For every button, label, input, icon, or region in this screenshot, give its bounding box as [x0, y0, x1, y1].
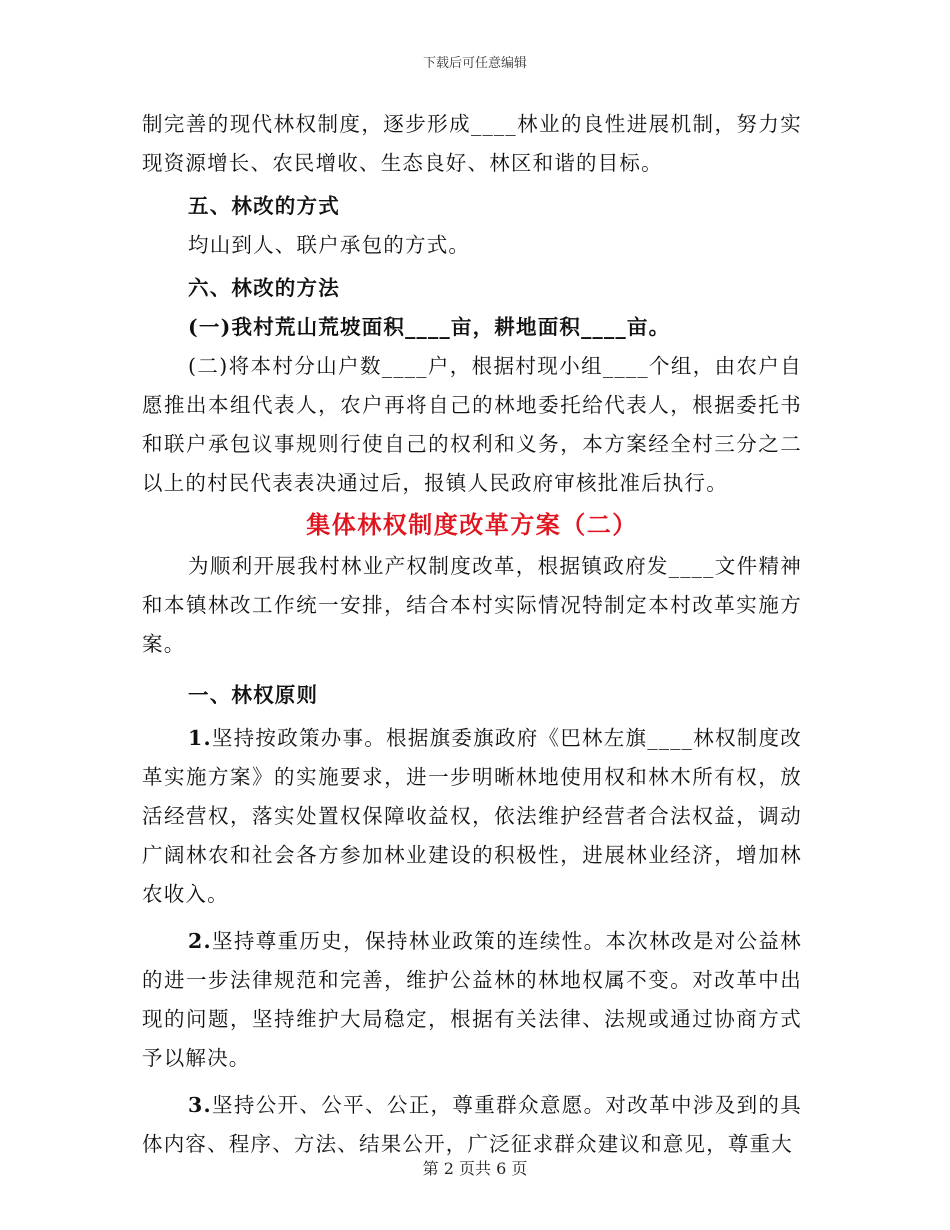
item-text: 坚持按政策办事。根据旗委旗政府《巴林左旗____林权制度改革实施方案》的实施要求，进一步明晰林地使用权和林木所有权，放活经营权，落实处置权保障收益权，依法维护经营者合法权益，调动广阔林农和社会各方参加林业建设的积极性，进展林业经济，增加林农收入。	[142, 726, 802, 906]
principle-item-1	[142, 719, 802, 914]
section-heading-6: 六、林改的方法	[188, 276, 340, 300]
paragraph-continuation: 制完善的现代林权制度，逐步形成____林业的良性进展机制，努力实现资源增长、农民增收、生态良好、林区和谐的目标。	[142, 112, 802, 175]
item-number: 2.	[188, 929, 212, 953]
principle-item-3	[142, 1086, 802, 1164]
paragraph-area: (一)我村荒山荒坡面积____亩，耕地面积____亩。	[188, 315, 671, 339]
page-header: 下载后可任意编辑	[422, 56, 527, 71]
item-number: 3.	[188, 1093, 212, 1117]
section-heading-1: 一、林权原则	[188, 683, 319, 707]
paragraph-households: (二)将本村分山户数____户，根据村现小组____个组，由农户自愿推出本组代表人，农户再将自己的林地委托给代表人，根据委托书和联户承包议事规则行使自己的权利和义务，本方案经全村三分之二以上的村民代表表决通过后，报镇人民政府审核批准后执行。	[142, 354, 802, 495]
paragraph-intro: 为顺利开展我村林业产权制度改革，根据镇政府发____文件精神和本镇林改工作统一安排，结合本村实际情况特制定本村改革实施方案。	[142, 554, 802, 656]
document-body	[142, 105, 802, 1164]
principle-item-2	[142, 922, 802, 1078]
item-number: 1.	[188, 726, 212, 750]
item-text: 坚持尊重历史，保持林业政策的连续性。本次林改是对公益林的进一步法律规范和完善，维护公益林的林地权属不变。对改革中出现的问题，坚持维护大局稳定，根据有关法律、法规或通过协商方式予以解决。	[142, 929, 802, 1070]
item-text: 坚持公开、公平、公正，尊重群众意愿。对改革中涉及到的具体内容、程序、方法、结果公开，广泛征求群众建议和意见，尊重大	[142, 1093, 802, 1156]
document-title: 集体林权制度改革方案（二）	[306, 510, 638, 539]
paragraph-method: 均山到人、联户承包的方式。	[188, 233, 471, 257]
section-heading-5: 五、林改的方式	[188, 194, 340, 218]
page-footer: 第 2 页共 6 页	[422, 1159, 528, 1178]
